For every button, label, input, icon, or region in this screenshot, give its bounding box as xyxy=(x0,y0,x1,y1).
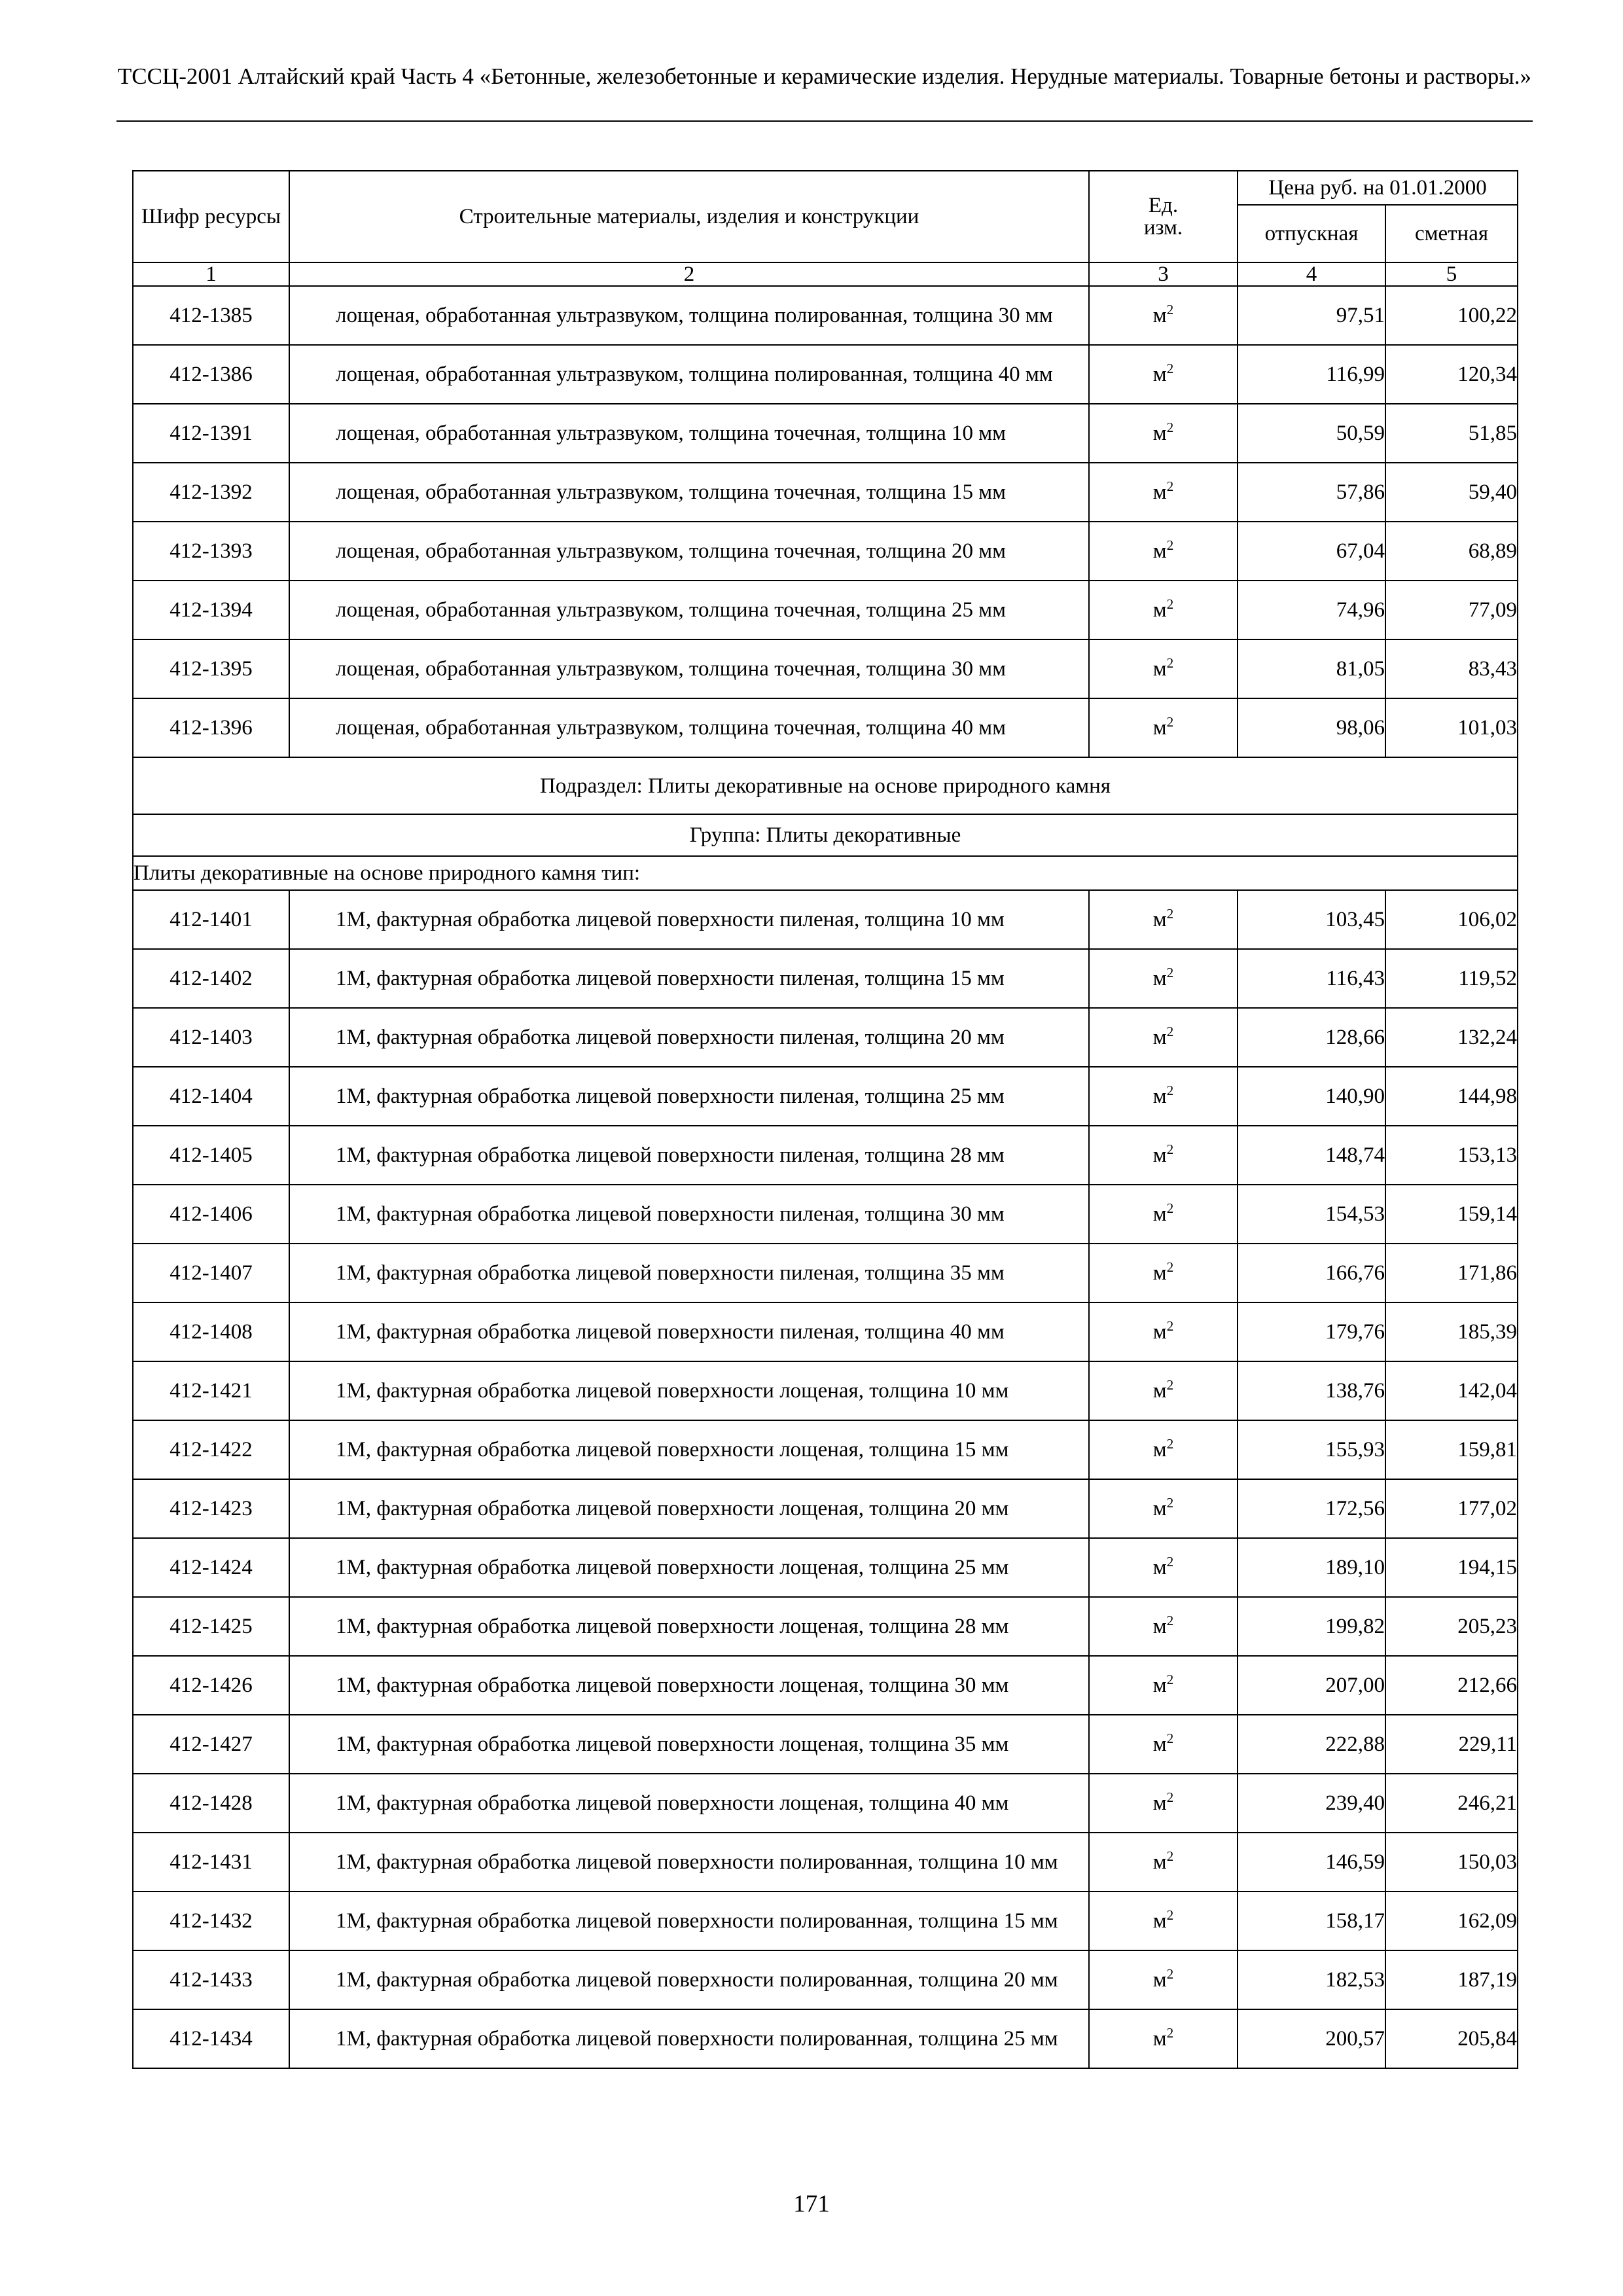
unit-exponent: 2 xyxy=(1166,2025,1174,2041)
unit-label: м xyxy=(1152,657,1167,681)
resource-code: 412-1422 xyxy=(133,1420,289,1479)
unit-exponent: 2 xyxy=(1166,361,1174,376)
release-price: 179,76 xyxy=(1238,1302,1385,1361)
material-description: 1М, фактурная обработка лицевой поверхности пиленая, толщина 25 мм xyxy=(289,1067,1089,1126)
material-description: 1М, фактурная обработка лицевой поверхности пиленая, толщина 28 мм xyxy=(289,1126,1089,1185)
unit-exponent: 2 xyxy=(1166,1377,1174,1393)
resource-code: 412-1428 xyxy=(133,1774,289,1833)
unit-cell xyxy=(1089,639,1238,698)
unit-label: м xyxy=(1152,1850,1167,1874)
material-description: 1М, фактурная обработка лицевой поверхности пиленая, толщина 35 мм xyxy=(289,1244,1089,1302)
release-price: 140,90 xyxy=(1238,1067,1385,1126)
subsection-title: Подраздел: Плиты декоративные на основе природного камня xyxy=(133,757,1518,814)
unit-cell xyxy=(1089,1361,1238,1420)
group-note: Плиты декоративные на основе природного камня тип: xyxy=(133,856,1518,890)
release-price: 200,57 xyxy=(1238,2009,1385,2068)
table-row xyxy=(133,522,1518,581)
unit-cell xyxy=(1089,1833,1238,1892)
resource-code: 412-1423 xyxy=(133,1479,289,1538)
release-price: 199,82 xyxy=(1238,1597,1385,1656)
release-price: 207,00 xyxy=(1238,1656,1385,1715)
unit-cell xyxy=(1089,1538,1238,1597)
unit-label: м xyxy=(1152,1497,1167,1520)
release-price: 189,10 xyxy=(1238,1538,1385,1597)
release-price: 146,59 xyxy=(1238,1833,1385,1892)
estimate-price: 68,89 xyxy=(1385,522,1518,581)
unit-label: м xyxy=(1152,716,1167,740)
unit-exponent: 2 xyxy=(1166,1672,1174,1687)
unit-cell xyxy=(1089,286,1238,345)
material-description: 1М, фактурная обработка лицевой поверхности лощеная, толщина 10 мм xyxy=(289,1361,1089,1420)
release-price: 172,56 xyxy=(1238,1479,1385,1538)
unit-label: м xyxy=(1152,1320,1167,1344)
estimate-price: 120,34 xyxy=(1385,345,1518,404)
material-description: лощеная, обработанная ультразвуком, толщина полированная, толщина 30 мм xyxy=(289,286,1089,345)
resource-code: 412-1386 xyxy=(133,345,289,404)
resource-code: 412-1426 xyxy=(133,1656,289,1715)
unit-cell xyxy=(1089,1008,1238,1067)
unit-cell xyxy=(1089,1479,1238,1538)
resource-code: 412-1421 xyxy=(133,1361,289,1420)
resource-code: 412-1432 xyxy=(133,1892,289,1950)
release-price: 128,66 xyxy=(1238,1008,1385,1067)
release-price: 155,93 xyxy=(1238,1420,1385,1479)
material-description: лощеная, обработанная ультразвуком, толщина точечная, толщина 10 мм xyxy=(289,404,1089,463)
unit-label: м xyxy=(1152,1026,1167,1049)
release-price: 182,53 xyxy=(1238,1950,1385,2009)
material-description: лощеная, обработанная ультразвуком, толщина точечная, толщина 25 мм xyxy=(289,581,1089,639)
material-description: 1М, фактурная обработка лицевой поверхности лощеная, толщина 40 мм xyxy=(289,1774,1089,1833)
table-row xyxy=(133,1361,1518,1420)
unit-exponent: 2 xyxy=(1166,1554,1174,1570)
resource-code: 412-1404 xyxy=(133,1067,289,1126)
material-description: лощеная, обработанная ультразвуком, толщина полированная, толщина 40 мм xyxy=(289,345,1089,404)
estimate-price: 177,02 xyxy=(1385,1479,1518,1538)
resource-code: 412-1434 xyxy=(133,2009,289,2068)
estimate-price: 150,03 xyxy=(1385,1833,1518,1892)
unit-exponent: 2 xyxy=(1166,1495,1174,1511)
unit-cell xyxy=(1089,463,1238,522)
table-row xyxy=(133,463,1518,522)
unit-label: м xyxy=(1152,363,1167,386)
table-row xyxy=(133,404,1518,463)
resource-code: 412-1391 xyxy=(133,404,289,463)
unit-exponent: 2 xyxy=(1166,1259,1174,1275)
material-description: 1М, фактурная обработка лицевой поверхности лощеная, толщина 28 мм xyxy=(289,1597,1089,1656)
unit-exponent: 2 xyxy=(1166,1318,1174,1334)
material-description: 1М, фактурная обработка лицевой поверхности лощеная, толщина 25 мм xyxy=(289,1538,1089,1597)
resource-code: 412-1408 xyxy=(133,1302,289,1361)
unit-cell xyxy=(1089,345,1238,404)
estimate-price: 83,43 xyxy=(1385,639,1518,698)
unit-label: м xyxy=(1152,1909,1167,1933)
unit-exponent: 2 xyxy=(1166,1789,1174,1805)
unit-label: м xyxy=(1152,1379,1167,1403)
release-price: 239,40 xyxy=(1238,1774,1385,1833)
table-row xyxy=(133,1420,1518,1479)
unit-cell xyxy=(1089,1656,1238,1715)
unit-label: м xyxy=(1152,967,1167,990)
unit-exponent: 2 xyxy=(1166,655,1174,671)
resource-code: 412-1407 xyxy=(133,1244,289,1302)
material-description: 1М, фактурная обработка лицевой поверхности пиленая, толщина 40 мм xyxy=(289,1302,1089,1361)
col-number: 2 xyxy=(289,262,1089,286)
unit-label: м xyxy=(1152,908,1167,931)
resource-code: 412-1433 xyxy=(133,1950,289,2009)
unit-exponent: 2 xyxy=(1166,1141,1174,1157)
unit-cell xyxy=(1089,890,1238,949)
estimate-price: 142,04 xyxy=(1385,1361,1518,1420)
resource-code: 412-1424 xyxy=(133,1538,289,1597)
estimate-price: 59,40 xyxy=(1385,463,1518,522)
resource-code: 412-1425 xyxy=(133,1597,289,1656)
col-number: 1 xyxy=(133,262,289,286)
estimate-price: 100,22 xyxy=(1385,286,1518,345)
table-row xyxy=(133,286,1518,345)
resource-code: 412-1396 xyxy=(133,698,289,757)
unit-cell xyxy=(1089,581,1238,639)
material-description: 1М, фактурная обработка лицевой поверхности полированная, толщина 10 мм xyxy=(289,1833,1089,1892)
resource-code: 412-1406 xyxy=(133,1185,289,1244)
col-number: 4 xyxy=(1238,262,1385,286)
unit-exponent: 2 xyxy=(1166,1613,1174,1628)
unit-cell xyxy=(1089,1715,1238,1774)
table-row xyxy=(133,581,1518,639)
estimate-price: 187,19 xyxy=(1385,1950,1518,2009)
resource-code: 412-1395 xyxy=(133,639,289,698)
material-description: 1М, фактурная обработка лицевой поверхности полированная, толщина 25 мм xyxy=(289,2009,1089,2068)
unit-cell xyxy=(1089,1126,1238,1185)
table-row xyxy=(133,890,1518,949)
table-row xyxy=(133,1538,1518,1597)
unit-label: м xyxy=(1152,1968,1167,1992)
resource-code: 412-1405 xyxy=(133,1126,289,1185)
material-description: 1М, фактурная обработка лицевой поверхности пиленая, толщина 20 мм xyxy=(289,1008,1089,1067)
resource-code: 412-1431 xyxy=(133,1833,289,1892)
material-description: 1М, фактурная обработка лицевой поверхности пиленая, толщина 10 мм xyxy=(289,890,1089,949)
unit-label: м xyxy=(1152,1732,1167,1756)
estimate-price: 77,09 xyxy=(1385,581,1518,639)
resource-code: 412-1403 xyxy=(133,1008,289,1067)
page-number: 171 xyxy=(793,2191,830,2217)
estimate-price: 246,21 xyxy=(1385,1774,1518,1833)
material-description: 1М, фактурная обработка лицевой поверхности лощеная, толщина 20 мм xyxy=(289,1479,1089,1538)
estimate-price: 144,98 xyxy=(1385,1067,1518,1126)
header-divider xyxy=(116,120,1533,122)
unit-exponent: 2 xyxy=(1166,596,1174,612)
table-row xyxy=(133,1774,1518,1833)
release-price: 116,99 xyxy=(1238,345,1385,404)
price-table xyxy=(132,170,1518,2069)
unit-exponent: 2 xyxy=(1166,1966,1174,1982)
material-description: лощеная, обработанная ультразвуком, толщина точечная, толщина 20 мм xyxy=(289,522,1089,581)
table-row xyxy=(133,639,1518,698)
estimate-price: 101,03 xyxy=(1385,698,1518,757)
release-price: 81,05 xyxy=(1238,639,1385,698)
unit-label: м xyxy=(1152,422,1167,445)
release-price: 50,59 xyxy=(1238,404,1385,463)
release-price: 116,43 xyxy=(1238,949,1385,1008)
release-price: 148,74 xyxy=(1238,1126,1385,1185)
unit-label: м xyxy=(1152,1143,1167,1167)
table-row xyxy=(133,1185,1518,1244)
estimate-price: 119,52 xyxy=(1385,949,1518,1008)
release-price: 97,51 xyxy=(1238,286,1385,345)
unit-exponent: 2 xyxy=(1166,1436,1174,1452)
estimate-price: 159,81 xyxy=(1385,1420,1518,1479)
release-price: 154,53 xyxy=(1238,1185,1385,1244)
resource-code: 412-1427 xyxy=(133,1715,289,1774)
release-price: 98,06 xyxy=(1238,698,1385,757)
unit-label: м xyxy=(1152,480,1167,504)
release-price: 222,88 xyxy=(1238,1715,1385,1774)
table-row xyxy=(133,1833,1518,1892)
table-row xyxy=(133,949,1518,1008)
estimate-price: 51,85 xyxy=(1385,404,1518,463)
table-row xyxy=(133,1126,1518,1185)
unit-cell xyxy=(1089,1185,1238,1244)
col-header-release: отпускная xyxy=(1238,205,1385,262)
material-description: 1М, фактурная обработка лицевой поверхности лощеная, толщина 35 мм xyxy=(289,1715,1089,1774)
unit-exponent: 2 xyxy=(1166,965,1174,980)
unit-exponent: 2 xyxy=(1166,537,1174,553)
release-price: 74,96 xyxy=(1238,581,1385,639)
unit-cell xyxy=(1089,1244,1238,1302)
group-note-row xyxy=(133,856,1518,890)
unit-cell xyxy=(1089,1597,1238,1656)
unit-cell xyxy=(1089,949,1238,1008)
resource-code: 412-1393 xyxy=(133,522,289,581)
resource-code: 412-1392 xyxy=(133,463,289,522)
table-row xyxy=(133,1302,1518,1361)
unit-exponent: 2 xyxy=(1166,420,1174,435)
table-row xyxy=(133,1892,1518,1950)
unit-label: м xyxy=(1152,2027,1167,2051)
group-title: Группа: Плиты декоративные xyxy=(133,814,1518,856)
unit-cell xyxy=(1089,522,1238,581)
resource-code: 412-1402 xyxy=(133,949,289,1008)
column-number-row xyxy=(133,262,1518,286)
col-number: 5 xyxy=(1385,262,1518,286)
table-row xyxy=(133,1067,1518,1126)
material-description: лощеная, обработанная ультразвуком, толщина точечная, толщина 30 мм xyxy=(289,639,1089,698)
unit-label: м xyxy=(1152,1438,1167,1462)
col-header-estimate: сметная xyxy=(1385,205,1518,262)
table-row xyxy=(133,1715,1518,1774)
col-header-materials: Строительные материалы, изделия и конструкции xyxy=(289,171,1089,262)
group-row xyxy=(133,814,1518,856)
unit-exponent: 2 xyxy=(1166,302,1174,317)
estimate-price: 159,14 xyxy=(1385,1185,1518,1244)
col-number: 3 xyxy=(1089,262,1238,286)
estimate-price: 194,15 xyxy=(1385,1538,1518,1597)
col-header-code: Шифр ресурсы xyxy=(133,171,289,262)
table-row xyxy=(133,345,1518,404)
material-description: лощеная, обработанная ультразвуком, толщина точечная, толщина 40 мм xyxy=(289,698,1089,757)
estimate-price: 171,86 xyxy=(1385,1244,1518,1302)
unit-exponent: 2 xyxy=(1166,1083,1174,1098)
estimate-price: 153,13 xyxy=(1385,1126,1518,1185)
unit-exponent: 2 xyxy=(1166,906,1174,922)
unit-cell xyxy=(1089,404,1238,463)
material-description: 1М, фактурная обработка лицевой поверхности лощеная, толщина 15 мм xyxy=(289,1420,1089,1479)
table-row xyxy=(133,1008,1518,1067)
unit-exponent: 2 xyxy=(1166,1907,1174,1923)
estimate-price: 205,84 xyxy=(1385,2009,1518,2068)
unit-label: м xyxy=(1152,1674,1167,1697)
col-header-unit: Ед. изм. xyxy=(1089,171,1238,262)
resource-code: 412-1401 xyxy=(133,890,289,949)
unit-cell xyxy=(1089,1892,1238,1950)
table-row xyxy=(133,1950,1518,2009)
resource-code: 412-1385 xyxy=(133,286,289,345)
table-row xyxy=(133,698,1518,757)
resource-code: 412-1394 xyxy=(133,581,289,639)
unit-cell xyxy=(1089,2009,1238,2068)
unit-exponent: 2 xyxy=(1166,1024,1174,1039)
unit-cell xyxy=(1089,698,1238,757)
table-row xyxy=(133,1597,1518,1656)
unit-label: м xyxy=(1152,1615,1167,1638)
estimate-price: 185,39 xyxy=(1385,1302,1518,1361)
unit-label: м xyxy=(1152,539,1167,563)
estimate-price: 132,24 xyxy=(1385,1008,1518,1067)
unit-label: м xyxy=(1152,1261,1167,1285)
material-description: 1М, фактурная обработка лицевой поверхности пиленая, толщина 30 мм xyxy=(289,1185,1089,1244)
estimate-price: 205,23 xyxy=(1385,1597,1518,1656)
unit-label: м xyxy=(1152,1202,1167,1226)
unit-exponent: 2 xyxy=(1166,1848,1174,1864)
table-header-row xyxy=(133,171,1518,205)
release-price: 166,76 xyxy=(1238,1244,1385,1302)
unit-cell xyxy=(1089,1420,1238,1479)
unit-exponent: 2 xyxy=(1166,1200,1174,1216)
material-description: 1М, фактурная обработка лицевой поверхности полированная, толщина 20 мм xyxy=(289,1950,1089,2009)
unit-cell xyxy=(1089,1067,1238,1126)
subsection-row xyxy=(133,757,1518,814)
unit-label: м xyxy=(1152,1085,1167,1108)
release-price: 57,86 xyxy=(1238,463,1385,522)
material-description: 1М, фактурная обработка лицевой поверхности полированная, толщина 15 мм xyxy=(289,1892,1089,1950)
estimate-price: 229,11 xyxy=(1385,1715,1518,1774)
col-header-price-group: Цена руб. на 01.01.2000 xyxy=(1238,171,1518,205)
unit-label: м xyxy=(1152,1556,1167,1579)
unit-cell xyxy=(1089,1774,1238,1833)
material-description: 1М, фактурная обработка лицевой поверхности пиленая, толщина 15 мм xyxy=(289,949,1089,1008)
release-price: 67,04 xyxy=(1238,522,1385,581)
unit-exponent: 2 xyxy=(1166,1731,1174,1746)
page-header: ТССЦ-2001 Алтайский край Часть 4 «Бетонные, железобетонные и керамические изделия. Нерудные материалы. Товарные бетоны и растворы.» xyxy=(117,63,1531,89)
estimate-price: 106,02 xyxy=(1385,890,1518,949)
unit-cell xyxy=(1089,1302,1238,1361)
release-price: 138,76 xyxy=(1238,1361,1385,1420)
estimate-price: 212,66 xyxy=(1385,1656,1518,1715)
estimate-price: 162,09 xyxy=(1385,1892,1518,1950)
unit-label: м xyxy=(1152,598,1167,622)
table-row xyxy=(133,1244,1518,1302)
unit-exponent: 2 xyxy=(1166,714,1174,730)
table-row xyxy=(133,1656,1518,1715)
release-price: 103,45 xyxy=(1238,890,1385,949)
material-description: 1М, фактурная обработка лицевой поверхности лощеная, толщина 30 мм xyxy=(289,1656,1089,1715)
material-description: лощеная, обработанная ультразвуком, толщина точечная, толщина 15 мм xyxy=(289,463,1089,522)
unit-exponent: 2 xyxy=(1166,478,1174,494)
unit-cell xyxy=(1089,1950,1238,2009)
unit-label: м xyxy=(1152,1791,1167,1815)
table-row xyxy=(133,1479,1518,1538)
release-price: 158,17 xyxy=(1238,1892,1385,1950)
unit-label: м xyxy=(1152,304,1167,327)
table-row xyxy=(133,2009,1518,2068)
